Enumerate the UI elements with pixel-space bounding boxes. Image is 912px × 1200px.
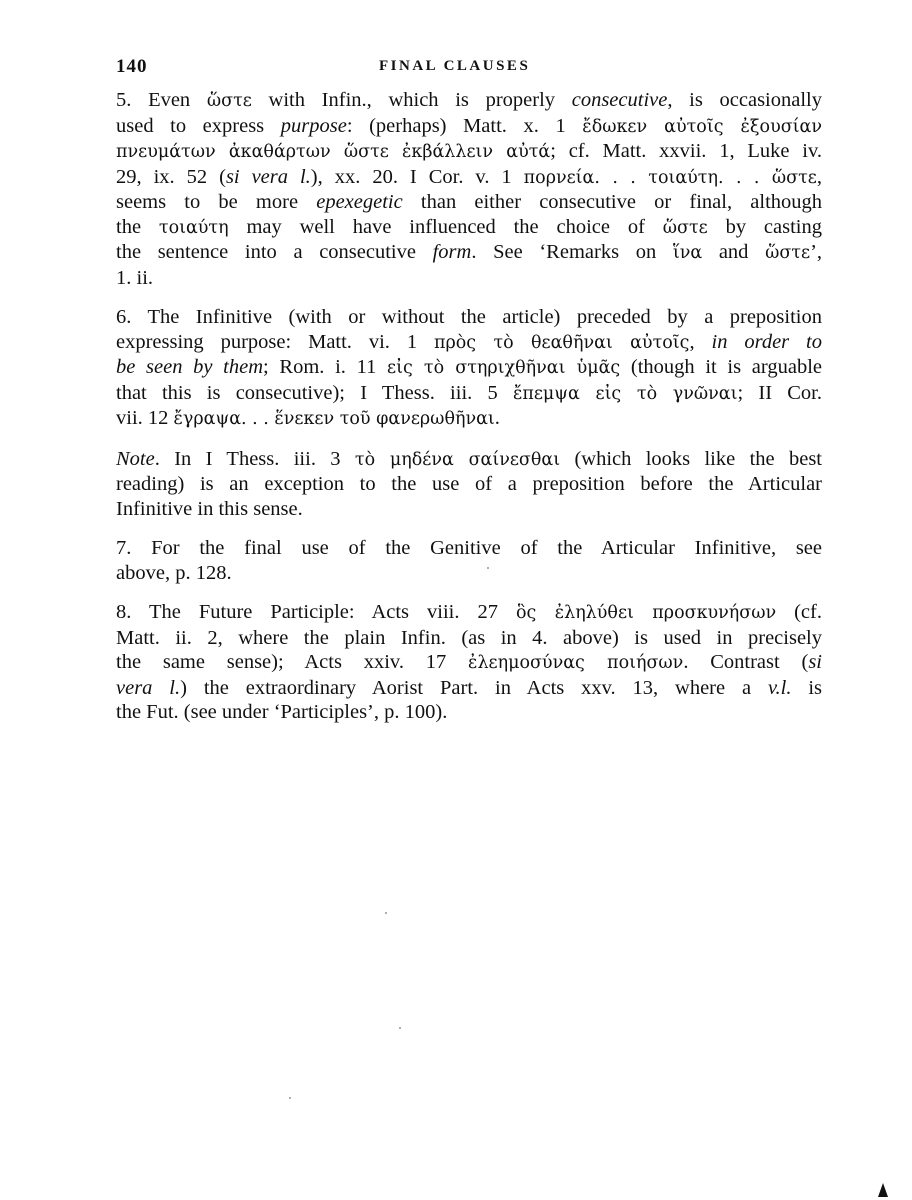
paragraph-5 bbox=[116, 88, 822, 290]
text-run: above, p. 128. bbox=[116, 561, 232, 584]
text-line bbox=[116, 472, 822, 497]
text-line bbox=[116, 190, 822, 215]
text-run: (which looks like the best bbox=[560, 447, 822, 470]
greek-text: ἔγραψα. . . ἕνεκεν τοῦ φανερωθῆναι bbox=[173, 409, 495, 429]
page-number: 140 bbox=[116, 56, 148, 77]
body-text bbox=[116, 88, 822, 740]
running-title: FINAL CLAUSES bbox=[379, 58, 531, 74]
text-run: with Infin., which is properly bbox=[251, 89, 572, 111]
greek-text: εἰς τὸ στηριχθῆναι ὑμᾶς bbox=[387, 358, 621, 378]
text-run: ) the extraordinary Aorist Part. in Acts xxv. 13, where a bbox=[180, 676, 768, 699]
italic-text: in order to bbox=[711, 330, 822, 353]
note-paragraph bbox=[116, 447, 822, 522]
text-run: than either consecutive or final, although bbox=[402, 191, 823, 213]
text-line bbox=[116, 381, 822, 407]
text-run: seems to be more bbox=[116, 191, 317, 213]
text-line bbox=[116, 447, 822, 473]
greek-text: ἔδωκεν αὐτοῖς ἐξουσίαν bbox=[582, 116, 822, 137]
text-run: 8. The Future Participle: Acts viii. 27 bbox=[116, 601, 516, 623]
text-run: (though it is arguable bbox=[620, 356, 822, 378]
text-run: , bbox=[689, 330, 712, 353]
greek-text: ὃς ἐληλύθει προσκυνήσων bbox=[515, 603, 777, 623]
text-run: the same sense); Acts xxiv. 17 bbox=[116, 651, 469, 673]
text-run: . Contrast ( bbox=[683, 651, 809, 673]
text-run: the sentence into a consecutive bbox=[116, 241, 433, 263]
text-line bbox=[116, 561, 822, 586]
text-run: ), xx. 20. I Cor. v. 1 bbox=[310, 165, 524, 188]
text-line bbox=[116, 165, 822, 191]
running-head bbox=[116, 56, 822, 80]
greek-text: ὥστε bbox=[206, 91, 252, 111]
text-run: and bbox=[702, 241, 766, 263]
text-line bbox=[116, 700, 822, 725]
text-line bbox=[116, 406, 822, 432]
text-run: 7. For the final use of the Genitive of the Articular Infinitive, see bbox=[116, 537, 822, 559]
text-line bbox=[116, 330, 822, 356]
text-line bbox=[116, 114, 822, 140]
text-run: ’, bbox=[810, 241, 823, 263]
italic-text: purpose bbox=[280, 114, 347, 137]
text-run: 6. The Infinitive (with or without the article) preceded by a preposition bbox=[116, 306, 822, 328]
scan-speck bbox=[289, 1097, 291, 1099]
text-run: 5. Even bbox=[116, 89, 207, 111]
text-line bbox=[116, 240, 822, 266]
text-line bbox=[116, 88, 822, 114]
text-run: the Fut. (see under ‘Participles’, p. 100). bbox=[116, 701, 448, 723]
greek-text: πνευμάτων ἀκαθάρτων ὥστε ἐκβάλλειν αὐτά bbox=[116, 142, 551, 162]
text-run: vii. 12 bbox=[116, 407, 174, 429]
text-run: 29, ix. 52 ( bbox=[116, 165, 226, 188]
text-run: : (perhaps) Matt. x. 1 bbox=[346, 114, 583, 137]
text-run: , is occasionally bbox=[667, 89, 822, 111]
text-run: expressing purpose: Matt. vi. 1 bbox=[116, 330, 434, 353]
paragraph-6 bbox=[116, 305, 822, 432]
text-line bbox=[116, 305, 822, 330]
greek-text: πρὸς τὸ θεαθῆναι αὐτοῖς bbox=[433, 332, 690, 353]
italic-text: consecutive bbox=[571, 89, 668, 111]
text-line bbox=[116, 497, 822, 522]
italic-text: form bbox=[432, 241, 472, 263]
italic-text: v.l. bbox=[767, 676, 792, 699]
text-line bbox=[116, 139, 822, 165]
greek-text: ἔπεμψα εἰς τὸ γνῶναι bbox=[512, 383, 738, 404]
text-line bbox=[116, 536, 822, 561]
text-line bbox=[116, 600, 822, 626]
greek-text: ὥστε bbox=[765, 243, 811, 263]
scan-speck bbox=[399, 1027, 401, 1029]
italic-text: vera l. bbox=[116, 676, 181, 699]
text-run: reading) is an exception to the use of a preposition before the Articular bbox=[116, 473, 822, 495]
italic-text: Note bbox=[116, 447, 155, 470]
text-line bbox=[116, 355, 822, 381]
greek-text: πορνεία. . . τοιαύτη. . . ὥστε bbox=[523, 167, 817, 188]
text-run: is bbox=[791, 676, 823, 699]
scan-speck bbox=[487, 567, 489, 569]
corner-mark-icon bbox=[878, 1183, 888, 1197]
text-run: Matt. ii. 2, where the plain Infin. (as in 4. above) is used in precisely bbox=[116, 626, 822, 649]
scan-speck bbox=[385, 912, 387, 914]
text-run: Infinitive in this sense. bbox=[116, 497, 303, 520]
italic-text: si bbox=[808, 651, 823, 673]
text-run: may well have influenced the choice of bbox=[228, 215, 663, 238]
text-run: ; cf. Matt. xxvii. 1, Luke iv. bbox=[550, 140, 822, 162]
text-line bbox=[116, 650, 822, 676]
text-line bbox=[116, 215, 822, 241]
text-run: 1. ii. bbox=[116, 266, 154, 289]
italic-text: be seen by them bbox=[116, 356, 264, 378]
text-run: , bbox=[816, 165, 822, 188]
text-run: . In I Thess. iii. 3 bbox=[154, 447, 355, 470]
italic-text: si vera l. bbox=[225, 165, 311, 188]
text-line bbox=[116, 676, 822, 701]
text-run: the bbox=[116, 215, 159, 238]
greek-text: ἵνα bbox=[672, 243, 703, 263]
text-run: ; Rom. i. 11 bbox=[263, 356, 388, 378]
text-run: . See ‘Remarks on bbox=[471, 241, 673, 263]
text-run: by casting bbox=[707, 215, 822, 238]
paragraph-8 bbox=[116, 600, 822, 725]
greek-text: ὥστε bbox=[662, 217, 708, 238]
text-line bbox=[116, 626, 822, 651]
italic-text: epexegetic bbox=[316, 191, 403, 213]
text-run: . bbox=[494, 407, 500, 429]
text-run: ; II Cor. bbox=[737, 381, 822, 404]
text-run: (cf. bbox=[776, 601, 822, 623]
text-line bbox=[116, 266, 822, 291]
greek-text: τὸ μηδένα σαίνεσθαι bbox=[354, 449, 561, 470]
text-run: that this is consecutive); I Thess. iii. 5 bbox=[116, 381, 513, 404]
paragraph-7 bbox=[116, 536, 822, 585]
greek-text: τοιαύτη bbox=[158, 217, 229, 238]
text-run: used to express bbox=[116, 114, 281, 137]
greek-text: ἐλεημοσύνας ποιήσων bbox=[468, 653, 684, 673]
